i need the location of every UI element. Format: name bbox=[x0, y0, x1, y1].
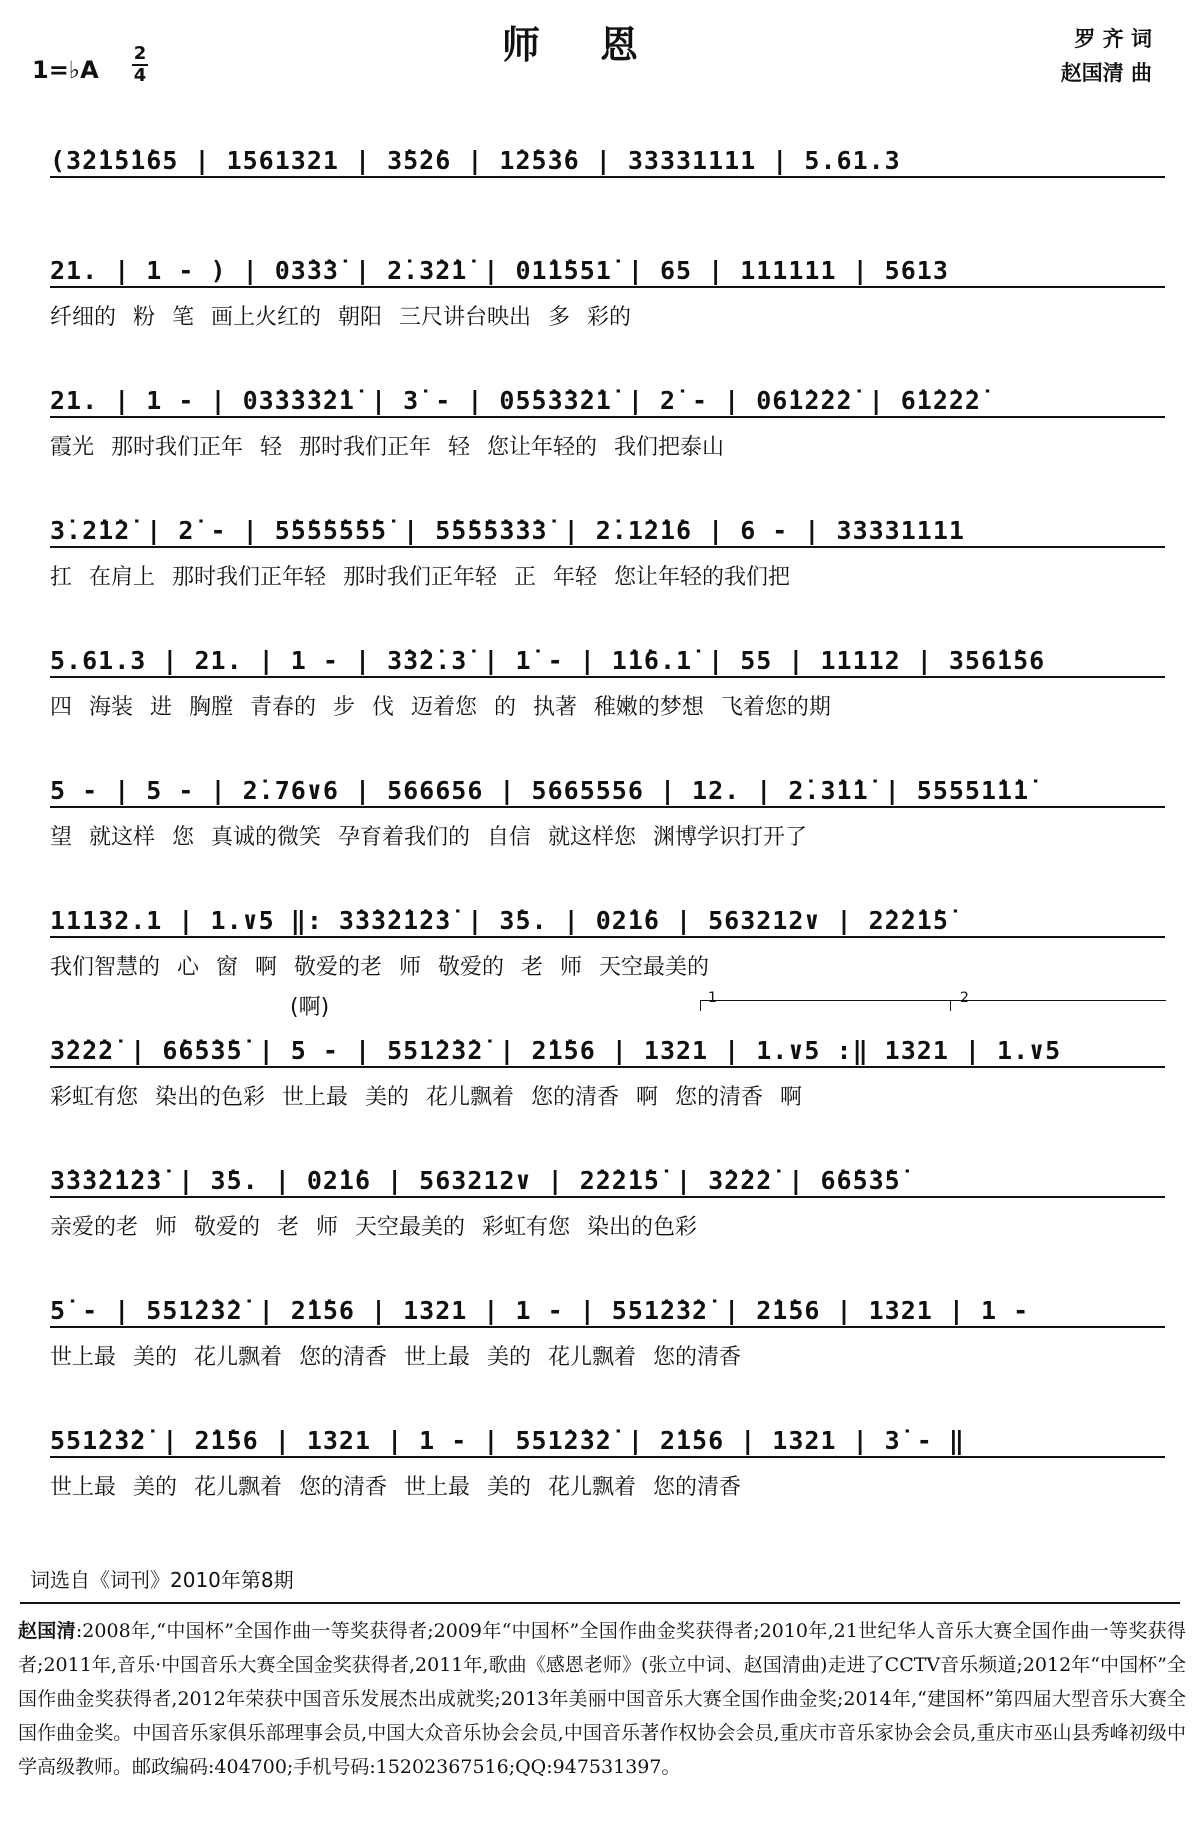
composer-bio bbox=[18, 1614, 1186, 1784]
lyricist: 罗 齐 词 bbox=[1074, 27, 1152, 51]
notation-line: 21. | 1 - ) | 03̇3̇3̇ | 2̇.3̇2̇1̇ | 01̇1̇551̇ | 65 | 111111 | 5613 bbox=[50, 256, 949, 285]
beam-underline bbox=[50, 676, 1165, 678]
score-system bbox=[50, 386, 1165, 460]
beam-underline bbox=[50, 1326, 1165, 1328]
beam-underline bbox=[50, 1196, 1165, 1198]
key-signature: 1=♭A bbox=[32, 56, 99, 84]
score-system bbox=[50, 906, 1165, 980]
beam-underline bbox=[50, 286, 1165, 288]
lyric-line: 扛 在肩上 那时我们正年轻 那时我们正年轻 正 年轻 您让年轻的我们把 bbox=[50, 565, 790, 590]
beam-underline bbox=[50, 1456, 1165, 1458]
lyric-line: 霞光 那时我们正年 轻 那时我们正年 轻 您让年轻的 我们把泰山 bbox=[50, 435, 724, 460]
notation-line: 551̇2̇3̇2̇ | 2̇1̇56 | 1321 | 1 - | 551̇2̇3̇2̇ | 2̇1̇56 | 1321 | 3̇ - ‖ bbox=[50, 1426, 965, 1455]
score-system bbox=[50, 646, 1165, 720]
lyric-line bbox=[50, 190, 1165, 220]
volta-1-label: 1 bbox=[708, 990, 717, 1006]
lyric-line: 世上最 美的 花儿飘着 您的清香 世上最 美的 花儿飘着 您的清香 bbox=[50, 1475, 741, 1500]
beam-underline bbox=[50, 1066, 1165, 1068]
notation-line: 5̇ - | 551̇2̇3̇2̇ | 2̇1̇56 | 1321 | 1 - | 551̇2̇3̇2̇ | 2̇1̇56 | 1321 | 1 - bbox=[50, 1296, 1030, 1325]
volta-2-label: 2 bbox=[960, 990, 969, 1006]
lyric-line: 彩虹有您 染出的色彩 世上最 美的 花儿飘着 您的清香 啊 您的清香 啊 bbox=[50, 1085, 802, 1110]
notation-line: (3̇2̇1̇5̇1̇65 | 1561321 | 3̇5̇2̇6 | 1̇2̇5̇3̇6 | 33331111 | 5.61.3 bbox=[50, 146, 901, 175]
volta-2-bracket bbox=[950, 1000, 1166, 1011]
score-system bbox=[50, 146, 1165, 220]
score-system bbox=[50, 1166, 1165, 1240]
notation-line: 5.61.3 | 21. | 1 - | 3̇3̇2̇.3̇ | 1̇ - | 1̇1̇6.1̇ | 55 | 11112 | 356̇1̇56 bbox=[50, 646, 1046, 675]
volta-1-bracket bbox=[700, 1000, 951, 1011]
notation-line: 5 - | 5 - | 2̇.76∨6 | 566656 | 5665556 | 12. | 2̇.3̇1̇1̇ | 55551̇1̇1̇ bbox=[50, 776, 1030, 805]
lyric-line: 世上最 美的 花儿飘着 您的清香 世上最 美的 花儿飘着 您的清香 bbox=[50, 1345, 741, 1370]
meter-bottom: 4 bbox=[133, 65, 147, 86]
beam-underline bbox=[50, 936, 1165, 938]
bio-text: :2008年,“中国杯”全国作曲一等奖获得者;2009年“中国杯”全国作曲金奖获得者;2010年,21世纪华人音乐大赛全国作曲一等奖获得者;2011年,音乐·中国音乐大赛全国金奖获得者,2011年,歌曲《感恩老师》(张立中词、赵国清曲)走进了CCTV音乐频道;2012年“中国杯”全国作曲金奖获得者,2012年荣获中国音乐发展杰出成就奖;2013年美丽中国音乐大赛全国作曲金奖;2014年,“建国杯”第四届大型音乐大赛全国作曲金奖。中国音乐家俱乐部理事会员,中国大众音乐协会会员,中国音乐著作权协会会员,重庆市音乐家协会会员,重庆市巫山县秀峰初级中学高级教师。邮政编码:404700;手机号码:15202367516;QQ:947531397。 bbox=[18, 1620, 1186, 1778]
beam-underline bbox=[50, 806, 1165, 808]
score-system bbox=[50, 1036, 1165, 1110]
lyric-line: 四 海装 进 胸膛 青春的 步 伐 迈着您 的 执著 稚嫩的梦想 飞着您的期 bbox=[50, 695, 831, 720]
lyric-line: 纤细的 粉 笔 画上火红的 朝阳 三尺讲台映出 多 彩的 bbox=[50, 305, 631, 330]
alt-lyric: (啊) bbox=[290, 995, 330, 1020]
notation-line: 3̇.2̇1̇2̇ | 2̇ - | 5̇5̇5̇5̇5̇5̇5̇ | 5̇5̇5̇5̇3̇3̇3̇ | 2̇.1̇2̇1̇6 | 6 - | 33331111 bbox=[50, 516, 965, 545]
notation-line: 3̇2̇2̇2̇ | 6̇6̇5̇3̇5̇ | 5 - | 551̇2̇3̇2̇ | 2̇1̇56 | 1321 | 1.∨5 :‖ 1321 | 1.∨5 bbox=[50, 1036, 1062, 1065]
score-system bbox=[50, 1426, 1165, 1500]
song-title: 师恩 bbox=[501, 23, 698, 67]
notation-line: 11132.1 | 1.∨5 ‖: 3̇3̇3̇2̇1̇2̇3̇ | 3̇5. | 02̇1̇6 | 563212∨ | 2̇2̇2̇1̇5̇ bbox=[50, 906, 949, 935]
time-signature bbox=[132, 44, 148, 86]
lyric-line: 望 就这样 您 真诚的微笑 孕育着我们的 自信 就这样您 渊博学识打开了 bbox=[50, 825, 807, 850]
score-system bbox=[50, 776, 1165, 850]
divider bbox=[20, 1602, 1180, 1604]
score-system bbox=[50, 256, 1165, 330]
lyric-line: 我们智慧的 心 窗 啊 敬爱的老 师 敬爱的 老 师 天空最美的 bbox=[50, 955, 709, 980]
lyric-line: 亲爱的老 师 敬爱的 老 师 天空最美的 彩虹有您 染出的色彩 bbox=[50, 1215, 697, 1240]
composer: 赵国清 曲 bbox=[1060, 61, 1152, 85]
beam-underline bbox=[50, 416, 1165, 418]
bio-name: 赵国清 bbox=[18, 1620, 76, 1642]
credits bbox=[1061, 22, 1152, 90]
beam-underline bbox=[50, 176, 1165, 178]
notation-line: 3̇3̇3̇2̇1̇2̇3̇ | 3̇5. | 02̇1̇6 | 563212∨ | 2̇2̇2̇1̇5̇ | 3̇2̇2̇2̇ | 6̇6̇5̇3̇5̇ bbox=[50, 1166, 901, 1195]
score-system bbox=[50, 516, 1165, 590]
meter-top: 2 bbox=[133, 43, 147, 64]
lyrics-source: 词选自《词刊》2010年第8期 bbox=[30, 1568, 294, 1592]
notation-line: 21. | 1 - | 03̇3̇3̇3̇2̇1̇ | 3̇ - | 05̇5̇3̇3̇2̇1̇ | 2̇ - | 06̇1̇2̇2̇2̇ | 6̇1̇2̇2̇2̇ bbox=[50, 386, 981, 415]
score-system bbox=[50, 1296, 1165, 1370]
beam-underline bbox=[50, 546, 1165, 548]
